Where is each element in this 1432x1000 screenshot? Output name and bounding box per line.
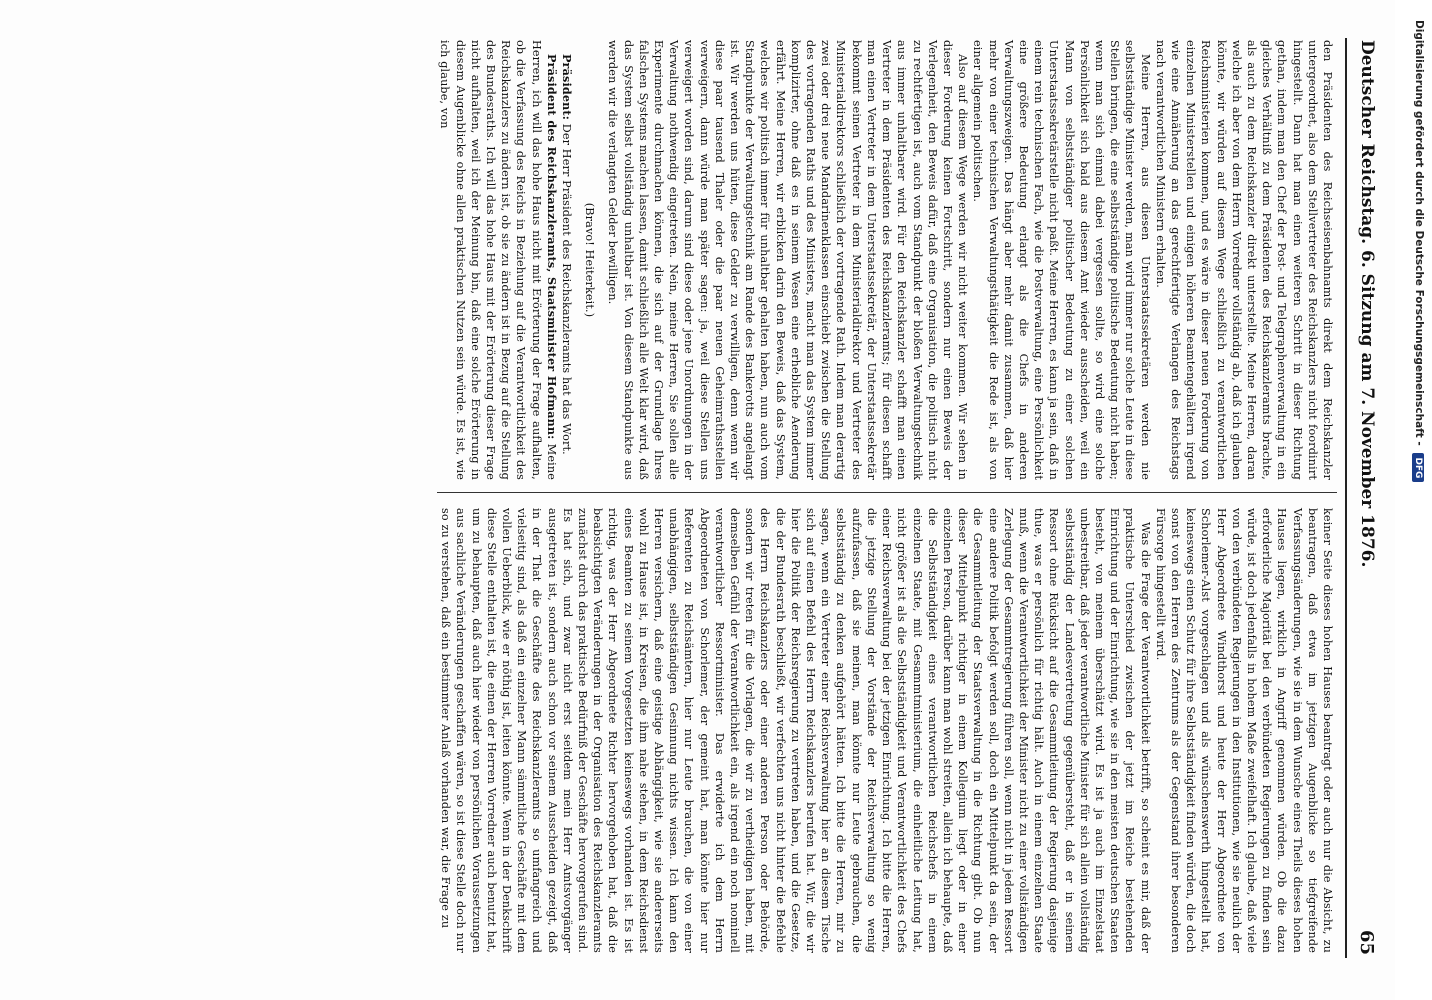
- left-paragraph: Meine Herren, aus diesen Unterstaatssekretären werden nie selbstständige Minister werden, man wird immer nur solche Leute in diese Stellen bringen, die eine selbstständige politische Bedeutung nicht haben; wenn man sich einmal dabei vergessen sollte, so wird eine solche Persönlichkeit sich bald aus diesem Amt wieder ausscheiden, weil ein Mann von selbstständiger politischer Bedeutung zu einer solchen Unterstaatssekretärstelle nicht paßt. Meine Herren, es kann ja sein, daß in einem rein technischen Fach, wie die Postverwaltung, eine Persönlichkeit eine größere Bedeutung erlangt als die Chefs in anderen Verwaltungszweigen. Das hängt aber mehr damit zusammen, daß hier mehr von einer technischen Verwaltungsthätigkeit die Rede ist, als von einer allgemein politischen.: [971, 40, 1152, 480]
- left-paragraph: den Präsidenten des Reichseisenbahnamts direkt dem Reichskanzler untergeordnet, also dem Stellvertreter des Reichskanzlers nicht foordinirt hingestellt. Dann hat man einen weiteren Schritt in dieser Richtung gethan, indem man den Chef der Post- und Telegraphenverwaltung in ein gleiches Verhältniß zu dem Präsidenten des Reichskanzleramts brachte, als auch zu dem Reichskanzler direkt unterstellte. Meine Herren, daran welche ich aber von dem Herrn Vorredner vollständig ab, daß ich glauben könnte, wir würden auf diesem Wege schließlich zu verantwortlichen Reichsministerien kommen, und es wäre in dieser neuen Forderung von einzelnen Ministerstellen und einigen höheren Beamtengehältern irgend wie eine Annäherung an das gerechtfertigte Verlangen des Reichstags nach verantwortlichen Ministern erhalten.: [1153, 40, 1334, 480]
- running-title: Deutscher Reichstag. 6. Sitzung am 7. November 1876.: [1357, 40, 1377, 568]
- speaker-label: Präsident:: [560, 54, 575, 120]
- left-paragraph: Also auf diesem Wege werden wir nicht weiter kommen. Wir sehen in dieser Forderung keinen Fortschritt, sondern nur einen Beweis der Verlegenheit, den Beweis dafür, daß eine Organisation, die politisch nicht zu rechtfertigen ist, auch vom Standpunkt der bloßen Verwaltungstechnik aus immer unhaltbarer wird. Für den Reichskanzler schafft man einen Vertreter in dem Präsidenten des Reichskanzleramts; für diesen schafft man einen Vertreter in dem Unterstaatssekretär, der Unterstaatssekretär bekommt seinen Vertreter in dem Ministerialdirektor und Vertreter des Ministerialdirektors schließlich der vortragende Rath. Indem man derartig zwei oder drei neue Mandarinenklassen einschiebt zwischen die Stellung des vortragenden Raths und des Ministers, macht man das System immer komplizirter, ohne daß es in seinem Wesen eine erhebliche Aenderung erfährt. Meine Herren, wir erblicken darin den Beweis, daß das System, welches wir politisch immer für unhaltbar gehalten haben, nun auch vom Standpunkte der Verwaltungstechnik am Rande des Bankerotts angelangt ist. Wir werden uns hüten, diese Gelder zu verwilligen, denn wenn wir diese paar tausend Thaler oder die paar neuen Geheimrathsstellen verweigern, dann würde man später sagen: ja, weil diese Stellen uns verweigert worden sind, darum sind diese oder jene Unordnungen in der Verwaltung nothwendig eingetreten. Nein, meine Herren, Sie sollen alle Experimente durchmachen können, die sich auf der Grundlage Ihres falschen Systems machen lassen, damit schließlich alle Welt klar wird, daß das System selbst vollständig unhaltbar ist. Von diesem Standpunkte aus werden wir die verlangten Gelder bewilligen.: [606, 40, 970, 480]
- digitization-credit: [1405, 20, 1425, 980]
- page-header: [1347, 40, 1377, 955]
- closing-speaker: Präsident des Reichskanzleramts, Staatsminister Hofmann:: [544, 54, 559, 440]
- header-rule: [1345, 38, 1347, 958]
- speaker-intro: Der Herr Präsident des Reichskanzleramts hat das Wort.: [560, 123, 574, 455]
- left-column: [437, 40, 1335, 480]
- closing-text: Meine Herren, ich will das hohe Haus nicht mit Erörterung der Frage aufhalten, ob die Verfassung des Reichs in Beziehung auf die Verantwortlichkeit des Reichskanzlers zu ändern ist, ob sie zu ändern ist in Bezug auf die Stellung des Bundesraths. Ich will das hohe Haus mit der Erörterung dieser Frage nicht aufhalten, weil ich der Meinung bin, daß eine solche Erörterung in diesem Augenblicke ohne allen praktischen Nutzen sein würde. Es ist, wie ich glaube, von: [438, 40, 558, 480]
- applause-note: (Bravo! Heiterkeit.): [583, 202, 597, 318]
- right-column: [438, 508, 1335, 953]
- dfg-logo: DFG: [1412, 453, 1424, 482]
- page-number: 65: [1356, 929, 1377, 955]
- credit-text: Digitalisierung gefördert durch die Deutsche Forschungsgemeinschaft -: [1413, 20, 1425, 446]
- right-paragraph: keiner Seite dieses hohen Hauses beantragt oder auch nur die Absicht, zu beantragen, daß etwa im jetzigen Augenblicke so tiefgreifende Verfassungsänderungen, wie sie in dem Wunsche eines Theils dieses hohen Hauses liegen, wirklich in Angriff genommen würden. Ob die dazu erforderliche Majorität bei den verbündeten Regierungen zu finden sein würde, ist doch jedenfalls in hohem Maße zweifelhaft. Ich glaube, daß viele von den verbündeten Regierungen in den Institutionen, wie sie neulich der Herr Abgeordnete Windthorst und heute der Herr Abgeordnete von Schorlemer-Alst vorgeschlagen und als wünschenswerth hingestellt hat, keineswegs einen Schutz für ihre Selbstständigkeit finden würden, die doch sonst von den Herren des Zentrums als der Gegenstand ihrer besonderen Fürsorge hingestellt wird.: [1153, 508, 1334, 953]
- right-paragraph: Was die Frage der Verantwortlichkeit betrifft, so scheint es mir, daß der praktische Unterschied zwischen der jetzt im Reiche bestehenden Einrichtung und der Einrichtung, wie sie in den meisten deutschen Staaten besteht, von meinem überschätzt wird. Es ist ja auch im Einzelstaat unbestreitbar, daß jeder verantwortliche Minister für sich allein vollständig selbstständig der Landesvertretung gegenübersteht, daß er in seinem Ressort ohne Rücksicht auf die Gesammtleitung der Regierung dasjenige thue, was er persönlich für richtig hält. Auch in einem einzelnen Staate muß, wenn die Verantwortlichkeit der Minister nicht zu einer vollständigen Zerlegung der Gesammtregierung führen soll, wenn nicht in jedem Ressort eine andere Politik befolgt werden soll, doch ein Mittelpunkt da sein, der die Gesammtleitung der Staatsverwaltung in die Richtung gibt. Ob nun dieser Mittelpunkt richtiger in einem Kollegium liegt oder in einer einzelnen Person, darüber kann man wohl streiten, allein ich behaupte, daß die Selbstständigkeit eines verantwortlichen Reichschefs in einem einzelnen Staate, mit Gesammtministerium, die einheitliche Leitung hat, nicht größer ist als die Selbstständigkeit und Verantwortlichkeit des Chefs einer Reichsverwaltung bei der jetzigen Einrichtung. Ich bitte die Herren, die jetzige Stellung der Vorstände der Reichsverwaltung so wenig aufzufassen, daß sie meinen, man könnte nur Leute gebrauchen, die selbstständig zu denken aufgehört hätten. Ich bitte die Herren, mir zu sagen, wenn ein Vertreter einer Reichsverwaltung hier an diesem Tische sich auf einen Befehl des Herrn Reichskanzlers berufen hat. Wir, die wir hier die Politik der Reichsregierung zu vertreten haben, und die Gesetze, die der Bundesrath beschließt, wir verfechten uns nicht hinter die Befehle des Herrn Reichskanzlers oder einer anderen Person oder Behörde, sondern wir treten für die Vorlagen, die wir zu vertheidigen haben, mit demselben Gefühl der Verantwortlichkeit ein, als irgend ein noch nominell verantwortlicher Ressortminister. Das erwiderte ich dem Herrn Abgeordneten von Schorlemer, der gemeint hat, man könnte hier nur Referenten zu Reichsämtern, hier nur Leute brauchen, die von einer unabhängigen, selbstständigen Gesinnung nichts wissen. Ich kann den Herren versichern, daß eine geistige Abhängigkeit, wie sie andererseits wohl zu Hause ist, in Kreisen, die ihm nahe stehen, in dem Reichsdienst eines Beamten zu seinem Vorgesetzten keineswegs vorhanden ist. Es ist richtig, was der Herr Abgeordnete Richter hervorgehoben hat, daß die beabsichtigten Veränderungen in der Organisation des Reichskanzleramts zunächst durch das praktische Bedürfniß der Geschäfte hervorgerufen sind. Es hat sich, und zwar nicht erst seitdem mein Herr Amtsvorgänger ausgetreten ist, sondern auch schon vor seinem Ausscheiden gezeigt, daß in der That die Geschäfte des Reichskanzleramts so umfangreich und vielseitig sind, als daß ein einzelner Mann sämmtliche Geschäfte mit dem vollen Ueberblick, wie er nöthig ist, leiten könnte. Wenn in der Denkschrift diese Stelle enthalten ist, die einen der Herren Vorredner auch benutzt hat, um zu behaupten, daß auch hier wieder von persönlichen Voraussetzungen aus sachliche Veränderungen geschaffen wären, so ist diese Stelle doch nur so zu verstehen, daß ein bestimmter Anlaß vorhanden war, die Frage zu: [439, 508, 1152, 953]
- column-divider: [437, 492, 1337, 493]
